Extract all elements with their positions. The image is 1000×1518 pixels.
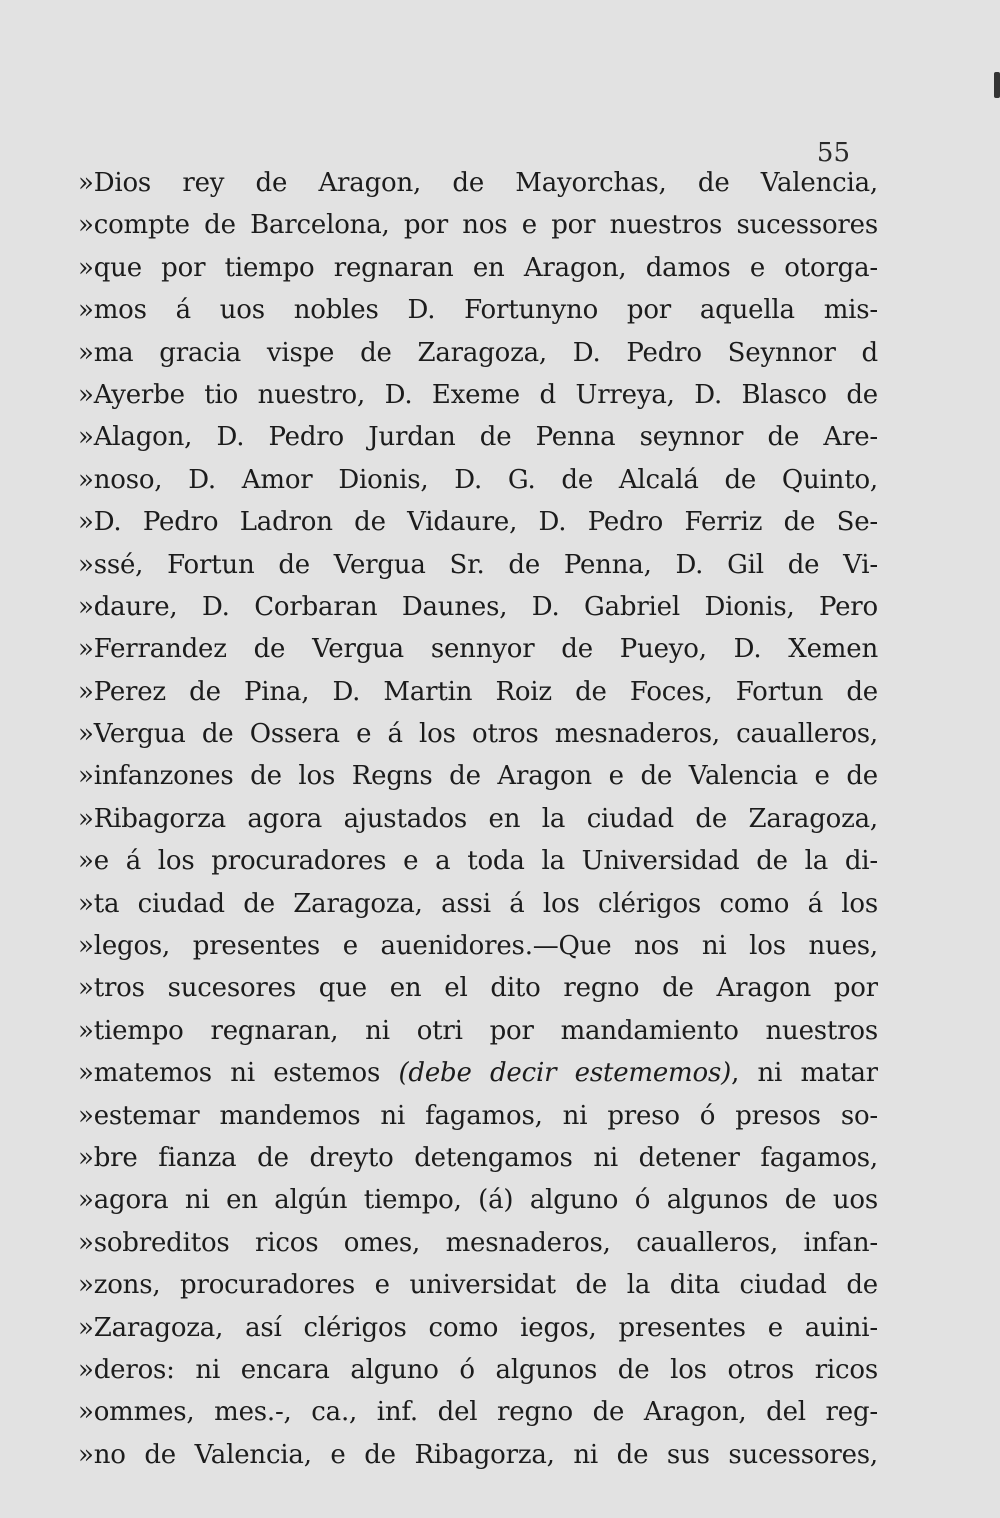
text-line: »tiempo regnaran, ni otri por mandamiento nuestros [78,1015,878,1046]
editorial-note: (debe decir estememos) [398,1058,732,1089]
text-line: »ommes, mes.-, ca., inf. del regno de Aragon, del reg- [78,1397,878,1428]
body-text [78,162,878,1476]
text-line: »zons, procuradores e universidat de la dita ciudad de [78,1270,878,1301]
text-line: »ssé, Fortun de Vergua Sr. de Penna, D. Gil de Vi- [78,549,878,580]
text-line: »Dios rey de Aragon, de Mayorchas, de Valencia, [78,168,878,198]
text-line: »bre fianza de dreyto detengamos ni detener fagamos, [78,1142,878,1173]
scan-edge-mark [994,72,1000,98]
text-line-part: »matemos ni estemos [78,1058,399,1089]
text-line: »infanzones de los Regns de Aragon e de Valencia e de [78,761,878,792]
text-line: »Vergua de Ossera e á los otros mesnaderos, caualleros, [78,719,878,750]
text-line: »agora ni en algún tiempo, (á) alguno ó algunos de uos [78,1185,878,1216]
text-line: »D. Pedro Ladron de Vidaure, D. Pedro Ferriz de Se- [78,507,878,538]
text-line: »legos, presentes e auenidores.—Que nos ni los nues, [78,931,878,962]
text-line: »e á los procuradores e a toda la Universidad de la di- [78,846,878,877]
text-line: »mos á uos nobles D. Fortunyno por aquella mis- [78,295,878,326]
text-line: »Perez de Pina, D. Martin Roiz de Foces, Fortun de [78,676,878,707]
text-line: »estemar mandemos ni fagamos, ni preso ó presos so- [78,1100,878,1131]
text-line: »tros sucesores que en el dito regno de Aragon por [78,973,878,1004]
text-line: »Ferrandez de Vergua sennyor de Pueyo, D. Xemen [78,634,878,665]
text-line: »Zaragoza, así clérigos como iegos, presentes e auini- [78,1312,878,1343]
text-line: »Alagon, D. Pedro Jurdan de Penna seynnor de Are- [78,422,878,453]
text-line: »Ribagorza agora ajustados en la ciudad de Zaragoza, [78,803,878,834]
text-line: »noso, D. Amor Dionis, D. G. de Alcalá de Quinto, [78,464,878,495]
text-line: »compte de Barcelona, por nos e por nuestros sucessores [78,210,878,241]
text-line: »sobreditos ricos omes, mesnaderos, caualleros, infan- [78,1227,878,1258]
text-line: »Ayerbe tio nuestro, D. Exeme d Urreya, D. Blasco de [78,379,878,410]
text-line: »no de Valencia, e de Ribagorza, ni de sus sucessores, [78,1439,878,1470]
text-line: »deros: ni encara alguno ó algunos de los otros ricos [78,1354,878,1385]
text-line: »que por tiempo regnaran en Aragon, damos e otorga- [78,252,878,283]
page-number: 55 [816,138,850,168]
text-line [78,1052,878,1094]
text-line: »ma gracia vispe de Zaragoza, D. Pedro Seynnor d [78,337,878,368]
text-line: »daure, D. Corbaran Daunes, D. Gabriel Dionis, Pero [78,591,878,622]
text-line: »ta ciudad de Zaragoza, assi á los clérigos como á los [78,888,878,919]
text-line-part: , ni matar [731,1058,878,1089]
